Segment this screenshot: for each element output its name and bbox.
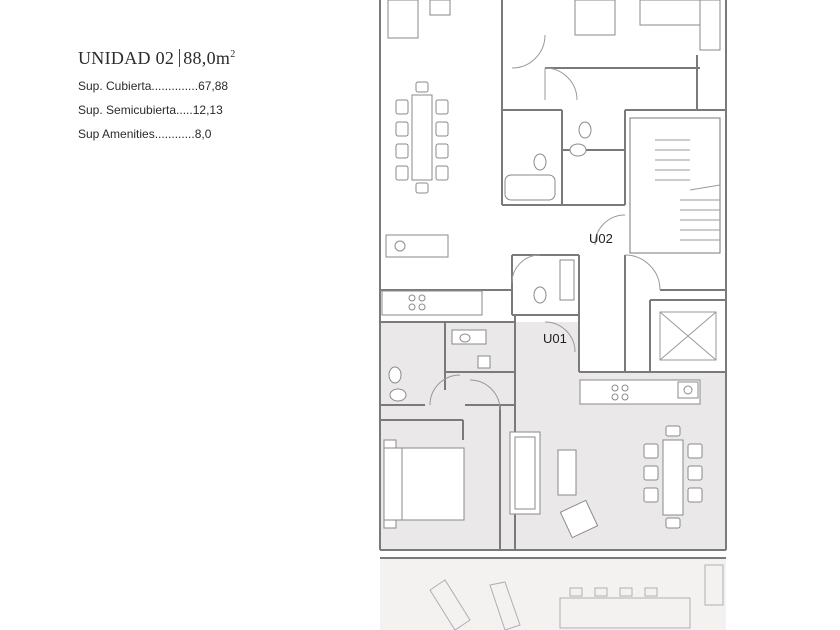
balcony-area [380,558,726,630]
staircase [630,118,720,253]
spec-amenities-value: 8,0 [194,127,212,141]
spec-covered-value: 67,88 [198,79,229,93]
furniture-u02 [382,0,720,315]
unit-name: UNIDAD 02 [78,48,175,68]
elevator [660,312,716,360]
unit-area-superscript: 2 [230,49,236,60]
unit-area: 88,0m [183,48,231,68]
label-u02: U02 [589,231,613,246]
spec-semicovered-value: 12,13 [192,103,223,117]
spec-amenities-label: Sup Amenities............ [78,127,195,141]
spec-covered-label: Sup. Cubierta.............. [78,79,199,93]
label-u01: U01 [543,331,567,346]
spec-semicovered-label: Sup. Semicubierta..... [78,103,193,117]
